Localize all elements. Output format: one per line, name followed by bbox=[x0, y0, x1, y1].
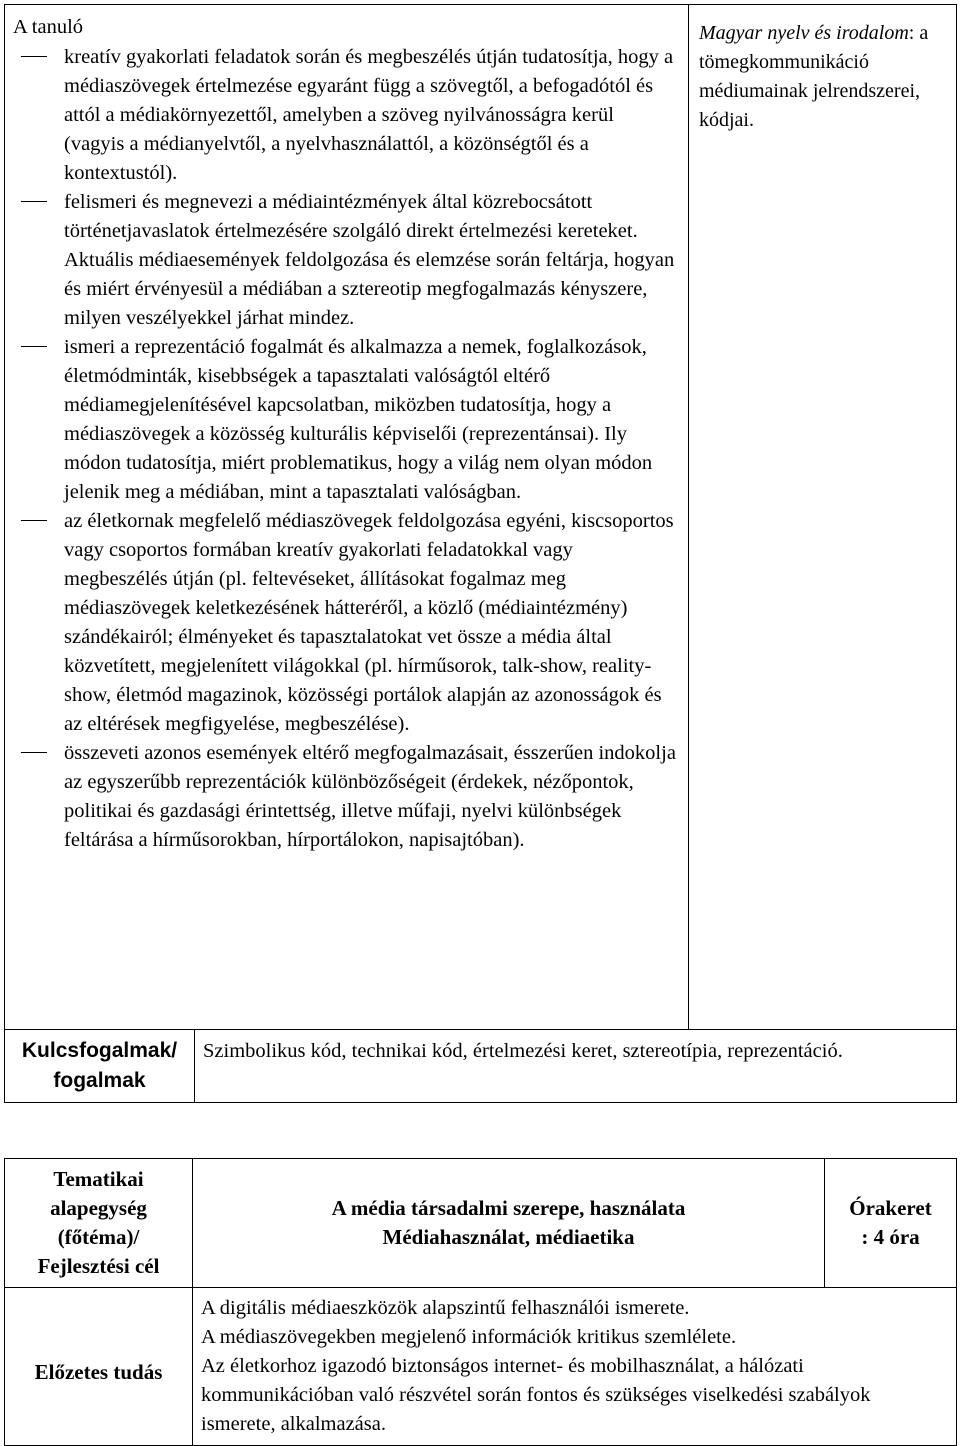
unit-table bbox=[4, 1158, 957, 1446]
connections-cell bbox=[689, 5, 957, 1030]
outcome-item: összeveti azonos események eltérő megfogalmazásait, ésszerűen indokolja az egyszerűbb reprezentációk különbözőségeit (érdekek, nézőpontok, politikai és gazdasági érintettség, illetve műfaji, nyelvi különbségek feltárása a hírműsorokban, hírportálokon, napisajtóban). bbox=[13, 739, 678, 855]
prior-knowledge-line: A digitális médiaeszközök alapszintű felhasználói ismerete. bbox=[201, 1297, 690, 1319]
hours-value: : 4 óra bbox=[861, 1225, 920, 1249]
unit-label-line: alapegység bbox=[50, 1196, 147, 1220]
keywords-label-line: Kulcsfogalmak/ bbox=[21, 1039, 178, 1062]
connection-subject: Magyar nyelv és irodalom bbox=[699, 22, 909, 44]
unit-title-line: A média társadalmi szerepe, használata bbox=[331, 1196, 686, 1220]
hours-label: Órakeret bbox=[849, 1196, 932, 1220]
unit-label-line: Fejlesztési cél bbox=[37, 1254, 160, 1278]
unit-header-row bbox=[5, 1159, 957, 1288]
keywords-label-line: fogalmak bbox=[53, 1069, 146, 1092]
outcomes-table bbox=[4, 4, 957, 1103]
prior-knowledge-label: Előzetes tudás bbox=[5, 1288, 193, 1446]
outcome-item: kreatív gyakorlati feladatok során és megbeszélés útján tudatosítja, hogy a médiaszövegek értelmezése egyaránt függ a szövegtől, a befogadótól és attól a médiakörnyezettől, amelyben a szöveg nyilvánosságra kerül (vagyis a médianyelvtől, a nyelvhasználattól, a közönségtől és a kontextustól). bbox=[13, 43, 678, 188]
unit-hours bbox=[825, 1159, 957, 1288]
unit-label bbox=[5, 1159, 193, 1288]
connection-text: : a tömegkommunikáció médiumainak jelrendszerei, kódjai. bbox=[699, 22, 929, 131]
prior-knowledge-line: Az életkorhoz igazodó biztonságos internet- és mobilhasználat, a hálózati kommunikációban való részvétel során fontos és szükséges viselkedési szabályok ismerete, alkalmazása. bbox=[201, 1355, 871, 1435]
outcome-item: az életkornak megfelelő médiaszövegek feldolgozása egyéni, kiscsoportos vagy csoportos formában kreatív gyakorlati feladatokkal vagy megbeszélés útján (pl. feltevéseket, állításokat fogalmaz meg médiaszövegek keletkezésének hátteréről, a közlő (médiaintézmény) szándékairól; élményeket és tapasztalatokat vet össze a média által közvetített, megjelenített világokkal (pl. hírműsorok, talk-show, reality-show, életmód magazinok, közösségi portálok alapján az azonosságok és az eltérések megfigyelése, megbeszélése). bbox=[13, 507, 678, 739]
prior-knowledge-row bbox=[5, 1288, 957, 1446]
unit-title bbox=[193, 1159, 825, 1288]
outcome-list bbox=[13, 43, 678, 855]
prior-knowledge-line: A médiaszövegekben megjelenő információk kritikus szemlélete. bbox=[201, 1326, 737, 1348]
outcome-item: ismeri a reprezentáció fogalmát és alkalmazza a nemek, foglalkozások, életmódminták, kisebbségek a tapasztalati valóságtól eltérő médiamegjelenítésével kapcsolatban, miközben tudatosítja, hogy a médiaszövegek a közösség kulturális képviselői (reprezentánsai). Ily módon tudatosítja, miért problematikus, hogy a világ nem olyan módon jelenik meg a médiában, mint a tapasztalati valóságban. bbox=[13, 333, 678, 507]
keywords-text: Szimbolikus kód, technikai kód, értelmezési keret, sztereotípia, reprezentáció. bbox=[195, 1030, 957, 1103]
outcome-item: felismeri és megnevezi a médiaintézmények által közrebocsátott történetjavaslatok értelmezésére szolgáló direkt értelmezési kereteket. Aktuális médiaesemények feldolgozása és elemzése során feltárja, hogyan és miért érvényesül a médiában a sztereotip megfogalmazás kényszere, milyen veszélyekkel járhat mindez. bbox=[13, 188, 678, 333]
prior-knowledge-text bbox=[193, 1288, 957, 1446]
keywords-label bbox=[5, 1030, 195, 1103]
unit-label-line: Tematikai bbox=[53, 1167, 144, 1191]
unit-label-line: (főtéma)/ bbox=[57, 1225, 140, 1249]
unit-title-line: Médiahasználat, médiaetika bbox=[382, 1225, 635, 1249]
learner-outcomes-cell bbox=[5, 5, 689, 1030]
outcomes-row bbox=[5, 5, 957, 1030]
learner-title: A tanuló bbox=[13, 16, 84, 38]
keywords-row bbox=[5, 1030, 957, 1103]
